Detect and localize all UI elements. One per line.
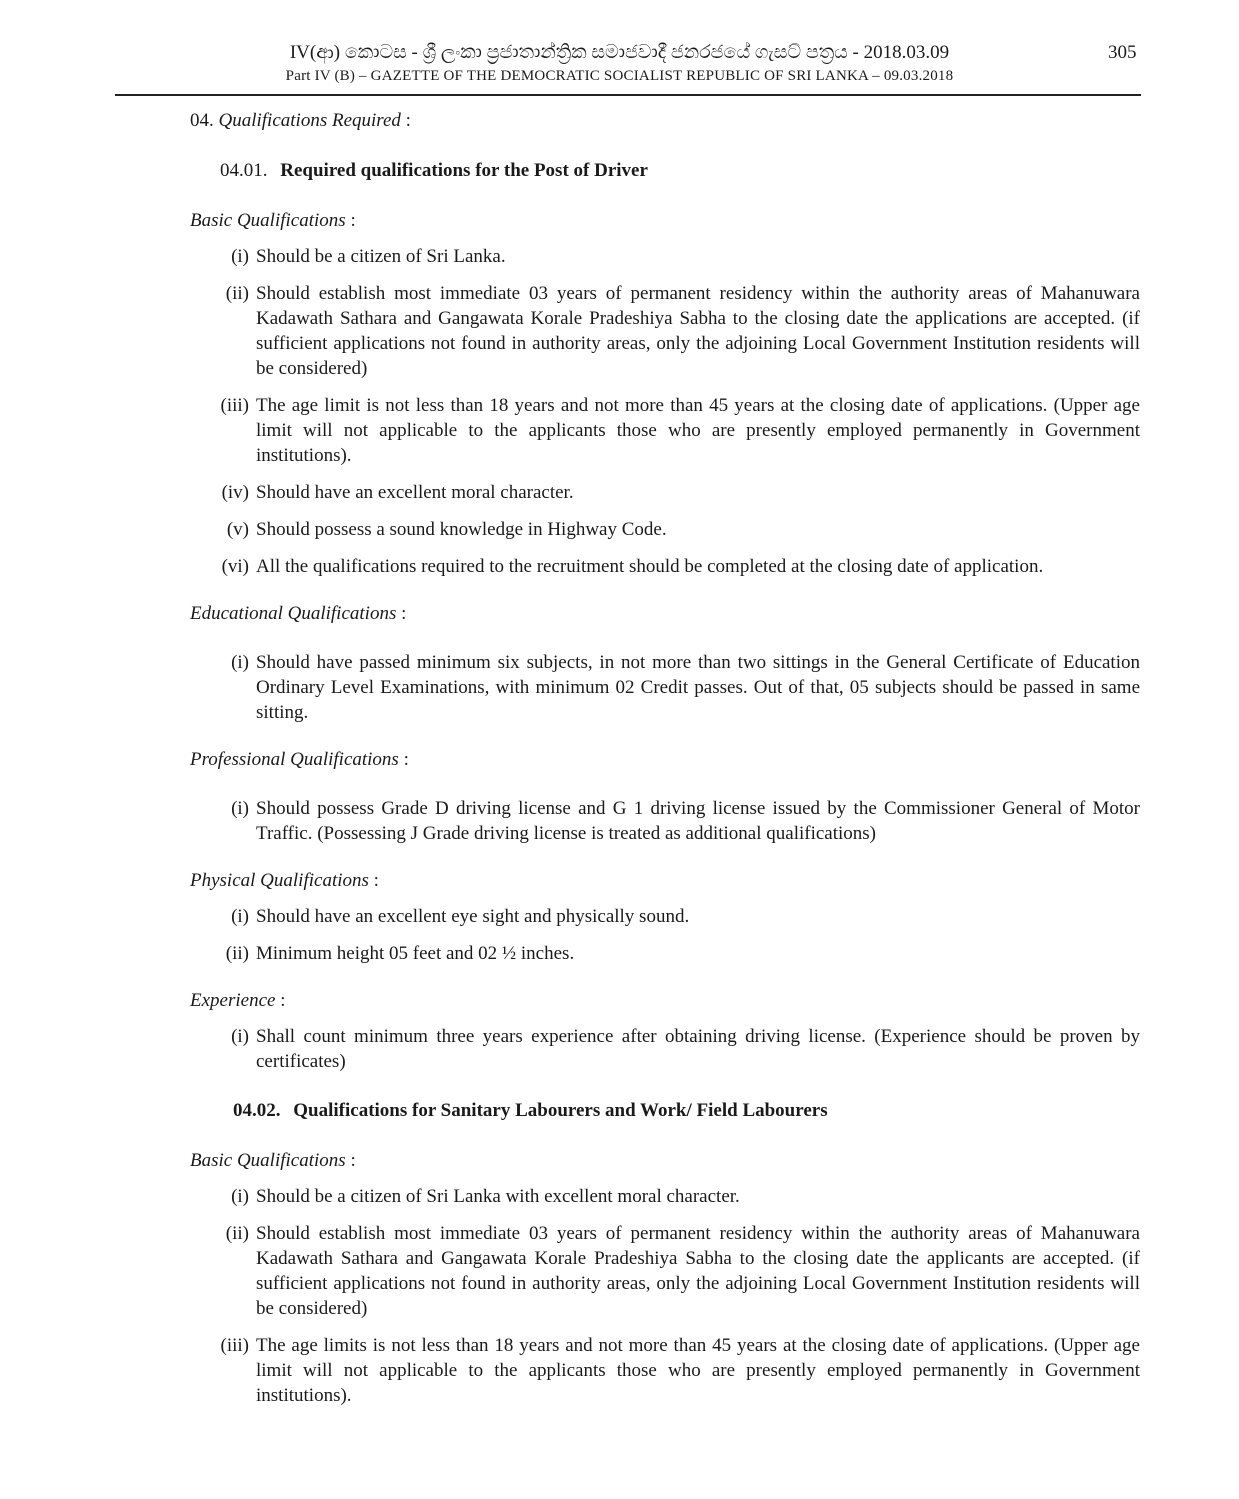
list-text: Should establish most immediate 03 years of permanent residency within the authority areas of Mahanuwara Kadawath Sathara and Gangawata Korale Pradeshiya Sabha to the closing date the applications are accepted. (if sufficient applications not found in authority areas, only the adjoining Local Government Institution residents will be considered) — [256, 283, 1140, 379]
list-text: All the qualifications required to the recruitment should be completed at the closing date of application. — [256, 556, 1044, 577]
list-numeral: (i) — [231, 798, 249, 819]
list-text: Should be a citizen of Sri Lanka with excellent moral character. — [256, 1186, 740, 1207]
list-text: Minimum height 05 feet and 02 ½ inches. — [256, 943, 575, 964]
list-numeral: (i) — [231, 1186, 249, 1207]
gazette-header — [0, 40, 1239, 86]
list-numeral: (v) — [226, 519, 249, 540]
group-label-suffix: : — [345, 1150, 356, 1171]
subsection-title: Qualifications for Sanitary Labourers and Work/ Field Labourers — [293, 1100, 828, 1121]
group-heading-basic — [190, 206, 1140, 236]
list-item — [190, 1024, 1140, 1074]
list-item — [190, 554, 1140, 579]
subsection-heading-labourers — [190, 1096, 1140, 1126]
list-text: Shall count minimum three years experience after obtaining driving license. (Experience should be proven by certificates) — [256, 1026, 1140, 1072]
list-item — [190, 941, 1140, 966]
group-label: Basic Qualifications — [190, 210, 346, 231]
list-numeral: (i) — [231, 652, 249, 673]
list-item — [190, 1184, 1140, 1209]
group-heading-professional — [190, 745, 1140, 775]
group-label-suffix: : — [368, 870, 379, 891]
section-label: Qualifications Required — [218, 110, 401, 131]
group-label: Basic Qualifications — [190, 1150, 346, 1171]
list-item — [190, 650, 1140, 725]
list-text: The age limit is not less than 18 years and not more than 45 years at the closing date of applications. (Upper age limit will not applicable to the applicants those who are presently employed permanently in Government institutions). — [256, 395, 1140, 466]
page-number: 305 — [1108, 42, 1137, 63]
group-label: Educational Qualifications — [190, 603, 397, 624]
list-numeral: (i) — [231, 906, 249, 927]
list-item — [190, 904, 1140, 929]
list-text: Should have an excellent eye sight and physically sound. — [256, 906, 690, 927]
list-text: Should possess Grade D driving license and G 1 driving license issued by the Commissioner General of Motor Traffic. (Possessing J Grade driving license is treated as additional qualifications) — [256, 798, 1140, 844]
header-sinhala-line: IV(ආ) කොටස - ශ්‍රී ලංකා ප්‍රජාතාන්ත්‍රික සමාජවාදී ජනරජයේ ගැසට් පත්‍රය - 2018.03.09 — [289, 42, 950, 63]
list-numeral: (iii) — [220, 395, 249, 416]
subsection-number: 04.01. — [220, 160, 268, 181]
list-text: Should have an excellent moral character. — [256, 482, 574, 503]
list-item — [190, 281, 1140, 381]
list-numeral: (ii) — [225, 283, 249, 304]
list-text: Should be a citizen of Sri Lanka. — [256, 246, 506, 267]
list-text: Should possess a sound knowledge in Highway Code. — [256, 519, 667, 540]
list-numeral: (i) — [231, 246, 249, 267]
document-body — [190, 106, 1140, 1408]
list-numeral: (ii) — [225, 1223, 249, 1244]
list-text: Should have passed minimum six subjects, in not more than two sittings in the General Certificate of Education Ordinary Level Examinations, with minimum 02 Credit passes. Out of that, 05 subjects should be passed in same sitting. — [256, 652, 1140, 723]
group-label: Professional Qualifications — [190, 749, 399, 770]
group-label: Physical Qualifications — [190, 870, 369, 891]
list-text: Should establish most immediate 03 years of permanent residency within the authority areas of Mahanuwara Kadawath Sathara and Gangawata Korale Pradeshiya Sabha to the closing date the applicants are accepted. (if sufficient applications not found in authority areas, only the adjoining Local Government Institution residents will be considered) — [256, 1223, 1140, 1319]
list-item — [190, 393, 1140, 468]
list-numeral: (vi) — [221, 556, 249, 577]
group-label-suffix: : — [396, 603, 407, 624]
group-heading-basic — [190, 1146, 1140, 1176]
group-label-suffix: : — [398, 749, 409, 770]
group-label-suffix: : — [345, 210, 356, 231]
list-item — [190, 517, 1140, 542]
list-numeral: (iii) — [220, 1335, 249, 1356]
section-number: 04. — [190, 110, 214, 131]
subsection-heading-driver — [190, 156, 1140, 186]
list-item — [190, 1333, 1140, 1408]
header-english-line: Part IV (B) – GAZETTE OF THE DEMOCRATIC SOCIALIST REPUBLIC OF SRI LANKA – 09.03.2018 — [285, 68, 954, 84]
group-heading-experience — [190, 986, 1140, 1016]
list-numeral: (ii) — [225, 943, 249, 964]
list-numeral: (i) — [231, 1026, 249, 1047]
section-label-suffix: : — [400, 110, 411, 131]
list-item — [190, 480, 1140, 505]
list-item — [190, 244, 1140, 269]
section-heading-qualifications-required — [190, 106, 1140, 136]
header-divider — [115, 94, 1141, 96]
group-label-suffix: : — [275, 990, 286, 1011]
list-numeral: (iv) — [221, 482, 249, 503]
group-heading-educational — [190, 599, 1140, 629]
subsection-number: 04.02. — [233, 1100, 281, 1121]
subsection-title: Required qualifications for the Post of Driver — [280, 160, 648, 181]
list-item — [190, 1221, 1140, 1321]
group-heading-physical — [190, 866, 1140, 896]
group-label: Experience — [190, 990, 276, 1011]
list-item — [190, 796, 1140, 846]
list-text: The age limits is not less than 18 years and not more than 45 years at the closing date of applications. (Upper age limit will not applicable to the applicants those who are presently employed permanently in Government institutions). — [256, 1335, 1140, 1406]
